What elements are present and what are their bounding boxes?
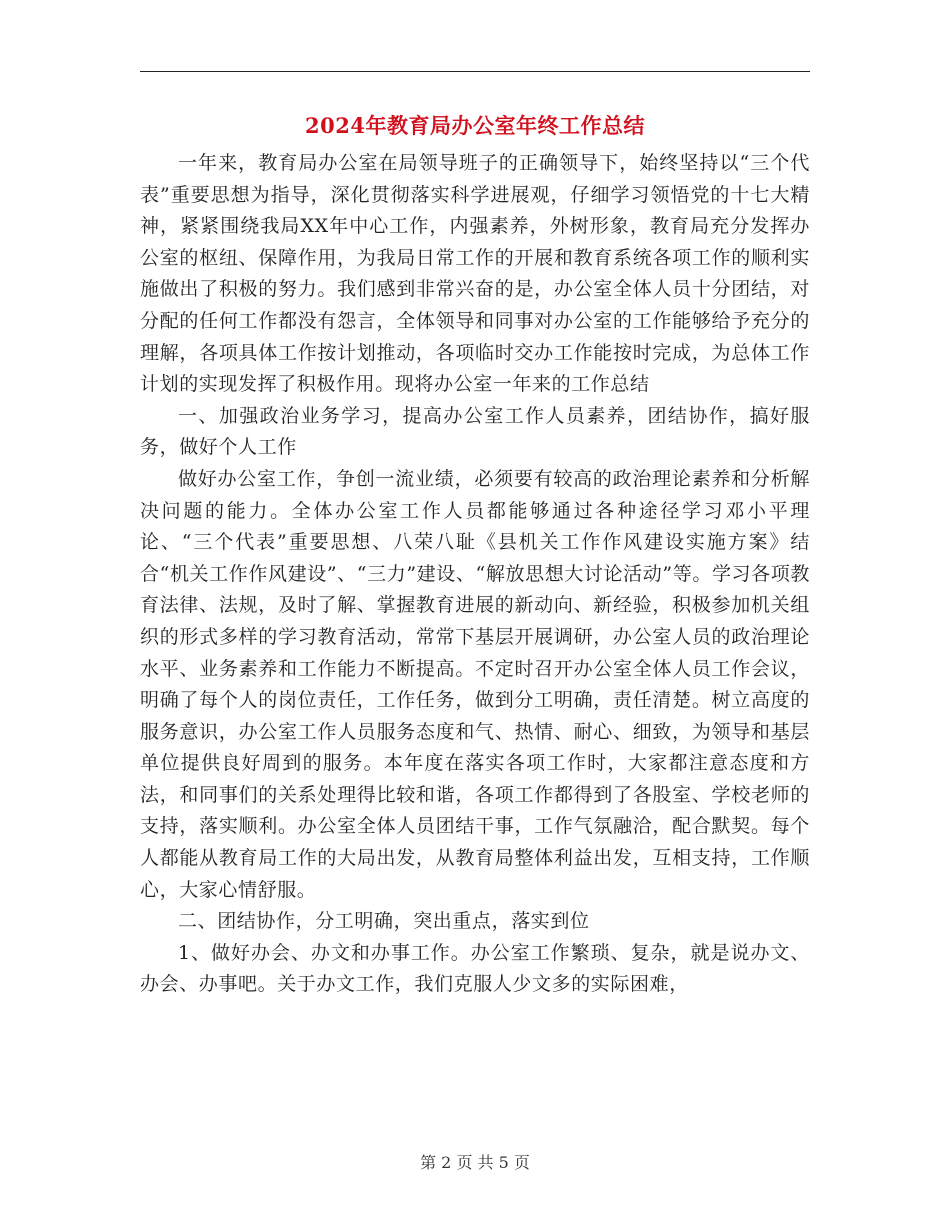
page-number: 第 2 页 共 5 页 bbox=[420, 1153, 530, 1172]
header-rule bbox=[140, 71, 810, 72]
paragraph-section-1: 做好办公室工作，争创一流业绩，必须要有较高的政治理论素养和分析解决问题的能力。全体办公室工作人员都能够通过各种途径学习邓小平理论、“三个代表”重要思想、八荣八耻《县机关工作作风建设实施方案》结合“机关工作作风建设”、“三力”建设、“解放思想大讨论活动”等。学习各项教育法律、法规，及时了解、掌握教育进展的新动向、新经验，积极参加机关组织的形式多样的学习教育活动，常常下基层开展调研，办公室人员的政治理论水平、业务素养和工作能力不断提高。不定时召开办公室全体人员工作会议，明确了每个人的岗位责任，工作任务，做到分工明确，责任清楚。树立高度的服务意识，办公室工作人员服务态度和气、热情、耐心、细致，为领导和基层单位提供良好周到的服务。本年度在落实各项工作时，大家都注意态度和方法，和同事们的关系处理得比较和谐，各项工作都得到了各股室、学校老师的支持，落实顺利。办公室全体人员团结干事，工作气氛融洽，配合默契。每个人都能从教育局工作的大局出发，从教育局整体利益出发，互相支持，工作顺心，大家心情舒服。 bbox=[140, 467, 810, 901]
document-body bbox=[140, 148, 810, 1001]
section-heading-1: 一、加强政治业务学习，提高办公室工作人员素养，团结协作，搞好服务，做好个人工作 bbox=[140, 404, 810, 459]
document-title: 2024年教育局办公室年终工作总结 bbox=[305, 113, 645, 138]
paragraph-intro: 一年来，教育局办公室在局领导班子的正确领导下，始终坚持以“三个代表”重要思想为指导，深化贯彻落实科学进展观，仔细学习领悟党的十七大精神，紧紧围绕我局XX年中心工作，内强素养，外树形象，教育局充分发挥办公室的枢纽、保障作用，为我局日常工作的开展和教育系统各项工作的顺利实施做出了积极的努力。我们感到非常兴奋的是，办公室全体人员十分团结，对分配的任何工作都没有怨言，全体领导和同事对办公室的工作能够给予充分的理解，各项具体工作按计划推动，各项临时交办工作能按时完成，为总体工作计划的实现发挥了积极作用。现将办公室一年来的工作总结 bbox=[140, 152, 810, 396]
paragraph-item-1: 1、做好办会、办文和办事工作。办公室工作繁琐、复杂，就是说办文、办会、办事吧。关于办文工作，我们克服人少文多的实际困难， bbox=[140, 941, 810, 996]
section-heading-2: 二、团结协作，分工明确，突出重点，落实到位 bbox=[178, 910, 590, 933]
